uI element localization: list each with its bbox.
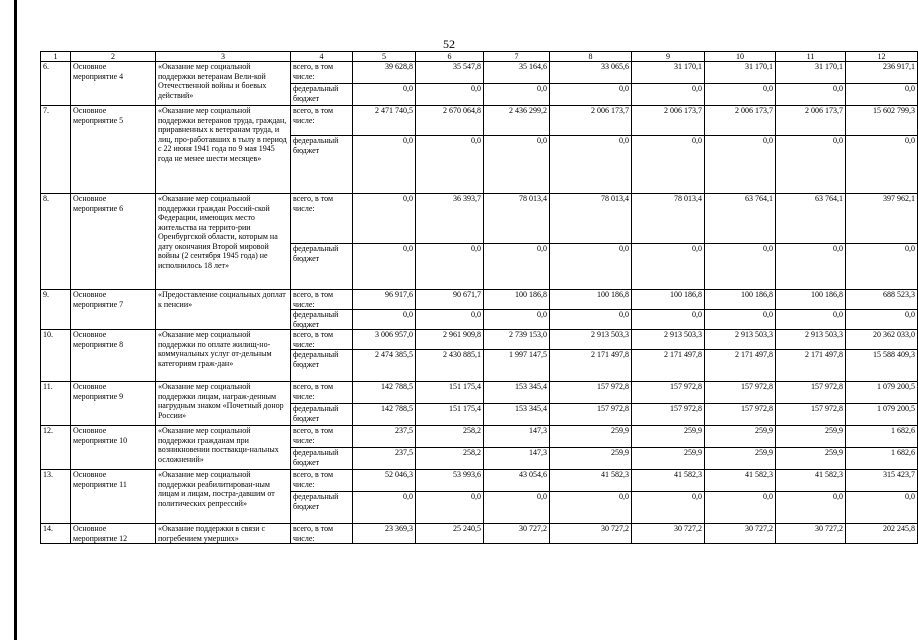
- measure-name-cell: «Предоставление социальных доплат к пенсии»: [156, 290, 291, 330]
- amount-cell: 52 046,3: [353, 470, 416, 492]
- amount-cell: 0,0: [776, 136, 846, 194]
- table-body: [41, 62, 918, 544]
- amount-cell: 43 054,6: [484, 470, 550, 492]
- table-row: [41, 194, 918, 244]
- amount-cell: 259,9: [632, 448, 705, 470]
- table-row: [41, 106, 918, 136]
- amount-cell: 41 582,3: [550, 470, 632, 492]
- amount-cell: 41 582,3: [705, 470, 776, 492]
- table-row: [41, 62, 918, 84]
- amount-cell: 259,9: [550, 448, 632, 470]
- amount-cell: 0,0: [416, 84, 484, 106]
- amount-cell: 0,0: [416, 136, 484, 194]
- amount-cell: 41 582,3: [776, 470, 846, 492]
- amount-cell: 0,0: [705, 136, 776, 194]
- measure-name-cell: «Оказание мер социальной поддержки граждан Россий-ской Федерации, имеющих место жительства на террито-рии Оренбургской области, которым на дату окончания Второй мировой войны (2 сентября 1945 года) не исполнилось 18 лет»: [156, 194, 291, 290]
- row-number-cell: 11.: [41, 382, 71, 426]
- amount-cell: 236 917,1: [846, 62, 918, 84]
- amount-cell: 33 065,6: [550, 62, 632, 84]
- amount-cell: 259,9: [705, 426, 776, 448]
- amount-cell: 259,9: [632, 426, 705, 448]
- amount-cell: 100 186,8: [776, 290, 846, 310]
- amount-cell: 157 972,8: [632, 382, 705, 404]
- amount-cell: 100 186,8: [550, 290, 632, 310]
- amount-cell: 151 175,4: [416, 382, 484, 404]
- amount-cell: 0,0: [416, 492, 484, 524]
- amount-cell: 2 961 909,8: [416, 330, 484, 350]
- amount-cell: 41 582,3: [632, 470, 705, 492]
- amount-cell: 0,0: [353, 244, 416, 290]
- amount-cell: 31 170,1: [776, 62, 846, 84]
- amount-cell: 3 006 957,0: [353, 330, 416, 350]
- amount-cell: 2 006 173,7: [705, 106, 776, 136]
- amount-cell: 0,0: [550, 310, 632, 330]
- table-row: [41, 470, 918, 492]
- left-margin-bar: [14, 0, 17, 640]
- amount-cell: 35 164,6: [484, 62, 550, 84]
- funding-source-cell: всего, в том числе:: [291, 330, 353, 350]
- amount-cell: 0,0: [705, 84, 776, 106]
- amount-cell: 0,0: [353, 136, 416, 194]
- column-number-header: 8: [550, 52, 632, 62]
- amount-cell: 259,9: [550, 426, 632, 448]
- amount-cell: 53 993,6: [416, 470, 484, 492]
- amount-cell: 0,0: [632, 492, 705, 524]
- amount-cell: 2 171 497,8: [705, 350, 776, 382]
- amount-cell: 30 727,2: [550, 524, 632, 544]
- column-number-header: 12: [846, 52, 918, 62]
- amount-cell: 78 013,4: [550, 194, 632, 244]
- amount-cell: 0,0: [776, 492, 846, 524]
- amount-cell: 2 171 497,8: [632, 350, 705, 382]
- amount-cell: 2 006 173,7: [632, 106, 705, 136]
- funding-source-cell: федеральный бюджет: [291, 136, 353, 194]
- row-number-cell: 14.: [41, 524, 71, 544]
- amount-cell: 258,2: [416, 448, 484, 470]
- amount-cell: 157 972,8: [776, 382, 846, 404]
- column-number-header: 7: [484, 52, 550, 62]
- amount-cell: 25 240,5: [416, 524, 484, 544]
- row-number-cell: 12.: [41, 426, 71, 470]
- row-number-cell: 8.: [41, 194, 71, 290]
- funding-source-cell: всего, в том числе:: [291, 290, 353, 310]
- funding-source-cell: федеральный бюджет: [291, 492, 353, 524]
- amount-cell: 0,0: [776, 244, 846, 290]
- amount-cell: 259,9: [776, 426, 846, 448]
- column-number-row: [41, 52, 918, 62]
- amount-cell: 0,0: [632, 310, 705, 330]
- measure-name-cell: «Оказание мер социальной поддержки гражданам при возникновении поствакци-нальных осложнений»: [156, 426, 291, 470]
- table-row: [41, 330, 918, 350]
- amount-cell: 15 602 799,3: [846, 106, 918, 136]
- amount-cell: 0,0: [846, 492, 918, 524]
- amount-cell: 0,0: [550, 84, 632, 106]
- amount-cell: 63 764,1: [776, 194, 846, 244]
- amount-cell: 30 727,2: [776, 524, 846, 544]
- amount-cell: 142 788,5: [353, 382, 416, 404]
- amount-cell: 0,0: [353, 310, 416, 330]
- page-number: 52: [443, 37, 455, 51]
- amount-cell: 31 170,1: [705, 62, 776, 84]
- measure-name-cell: «Оказание поддержки в связи с погребением умерших»: [156, 524, 291, 544]
- amount-cell: 1 079 200,5: [846, 404, 918, 426]
- funding-source-cell: федеральный бюджет: [291, 404, 353, 426]
- table-row: [41, 382, 918, 404]
- column-number-header: 4: [291, 52, 353, 62]
- amount-cell: 0,0: [484, 136, 550, 194]
- budget-table: [40, 51, 918, 544]
- measure-cell: Основное мероприятие 8: [71, 330, 156, 382]
- amount-cell: 0,0: [776, 84, 846, 106]
- amount-cell: 0,0: [632, 136, 705, 194]
- amount-cell: 237,5: [353, 448, 416, 470]
- amount-cell: 63 764,1: [705, 194, 776, 244]
- funding-source-cell: всего, в том числе:: [291, 194, 353, 244]
- column-number-header: 2: [71, 52, 156, 62]
- amount-cell: 0,0: [846, 136, 918, 194]
- amount-cell: 157 972,8: [632, 404, 705, 426]
- amount-cell: 0,0: [550, 136, 632, 194]
- amount-cell: 0,0: [632, 84, 705, 106]
- amount-cell: 0,0: [705, 492, 776, 524]
- amount-cell: 0,0: [484, 244, 550, 290]
- amount-cell: 2 471 740,5: [353, 106, 416, 136]
- amount-cell: 259,9: [705, 448, 776, 470]
- amount-cell: 147,3: [484, 426, 550, 448]
- row-number-cell: 9.: [41, 290, 71, 330]
- amount-cell: 39 628,8: [353, 62, 416, 84]
- amount-cell: 36 393,7: [416, 194, 484, 244]
- amount-cell: 20 362 033,0: [846, 330, 918, 350]
- amount-cell: 688 523,3: [846, 290, 918, 310]
- amount-cell: 0,0: [846, 310, 918, 330]
- column-number-header: 5: [353, 52, 416, 62]
- amount-cell: 0,0: [353, 84, 416, 106]
- row-number-cell: 7.: [41, 106, 71, 194]
- funding-source-cell: федеральный бюджет: [291, 84, 353, 106]
- amount-cell: 0,0: [705, 310, 776, 330]
- amount-cell: 142 788,5: [353, 404, 416, 426]
- amount-cell: 2 430 885,1: [416, 350, 484, 382]
- amount-cell: 202 245,8: [846, 524, 918, 544]
- column-number-header: 6: [416, 52, 484, 62]
- amount-cell: 397 962,1: [846, 194, 918, 244]
- amount-cell: 0,0: [484, 310, 550, 330]
- amount-cell: 2 913 503,3: [550, 330, 632, 350]
- amount-cell: 0,0: [846, 244, 918, 290]
- amount-cell: 1 997 147,5: [484, 350, 550, 382]
- measure-name-cell: «Оказание мер социальной поддержки по оплате жилищ-но-коммунальных услуг от-дельным категориям граж-дан»: [156, 330, 291, 382]
- amount-cell: 2 171 497,8: [550, 350, 632, 382]
- measure-cell: Основное мероприятие 6: [71, 194, 156, 290]
- amount-cell: 315 423,7: [846, 470, 918, 492]
- amount-cell: 153 345,4: [484, 404, 550, 426]
- amount-cell: 259,9: [776, 448, 846, 470]
- amount-cell: 2 913 503,3: [705, 330, 776, 350]
- amount-cell: 0,0: [705, 244, 776, 290]
- column-number-header: 9: [632, 52, 705, 62]
- amount-cell: 0,0: [550, 244, 632, 290]
- amount-cell: 78 013,4: [484, 194, 550, 244]
- amount-cell: 15 588 409,3: [846, 350, 918, 382]
- amount-cell: 147,3: [484, 448, 550, 470]
- amount-cell: 30 727,2: [632, 524, 705, 544]
- amount-cell: 0,0: [484, 84, 550, 106]
- amount-cell: 100 186,8: [705, 290, 776, 310]
- amount-cell: 0,0: [353, 194, 416, 244]
- amount-cell: 0,0: [416, 310, 484, 330]
- amount-cell: 2 670 064,8: [416, 106, 484, 136]
- amount-cell: 2 006 173,7: [776, 106, 846, 136]
- amount-cell: 0,0: [416, 244, 484, 290]
- amount-cell: 23 369,3: [353, 524, 416, 544]
- amount-cell: 100 186,8: [484, 290, 550, 310]
- funding-source-cell: всего, в том числе:: [291, 470, 353, 492]
- amount-cell: 30 727,2: [484, 524, 550, 544]
- amount-cell: 0,0: [353, 492, 416, 524]
- measure-cell: Основное мероприятие 4: [71, 62, 156, 106]
- amount-cell: 31 170,1: [632, 62, 705, 84]
- column-number-header: 3: [156, 52, 291, 62]
- table-row: [41, 426, 918, 448]
- measure-name-cell: «Оказание мер социальной поддержки ветеранов труда, граждан, приравненных к ветеранам труда, и лиц, про-работавших в тылу в период с 22 июня 1941 года по 9 мая 1945 года не менее шести месяцев»: [156, 106, 291, 194]
- funding-source-cell: всего, в том числе:: [291, 524, 353, 544]
- amount-cell: 78 013,4: [632, 194, 705, 244]
- funding-source-cell: всего, в том числе:: [291, 62, 353, 84]
- amount-cell: 2 474 385,5: [353, 350, 416, 382]
- column-number-header: 11: [776, 52, 846, 62]
- column-number-header: 10: [705, 52, 776, 62]
- amount-cell: 0,0: [632, 244, 705, 290]
- amount-cell: 0,0: [550, 492, 632, 524]
- funding-source-cell: всего, в том числе:: [291, 106, 353, 136]
- funding-source-cell: всего, в том числе:: [291, 426, 353, 448]
- amount-cell: 35 547,8: [416, 62, 484, 84]
- amount-cell: 100 186,8: [632, 290, 705, 310]
- amount-cell: 2 913 503,3: [776, 330, 846, 350]
- amount-cell: 0,0: [846, 84, 918, 106]
- amount-cell: 157 972,8: [550, 382, 632, 404]
- amount-cell: 2 739 153,0: [484, 330, 550, 350]
- column-number-header: 1: [41, 52, 71, 62]
- measure-cell: Основное мероприятие 5: [71, 106, 156, 194]
- measure-cell: Основное мероприятие 11: [71, 470, 156, 524]
- measure-cell: Основное мероприятие 7: [71, 290, 156, 330]
- measure-name-cell: «Оказание мер социальной поддержки ветеранам Вели-кой Отечественной войны и боевых действий»: [156, 62, 291, 106]
- funding-source-cell: федеральный бюджет: [291, 310, 353, 330]
- funding-source-cell: федеральный бюджет: [291, 244, 353, 290]
- amount-cell: 157 972,8: [776, 404, 846, 426]
- amount-cell: 1 682,6: [846, 448, 918, 470]
- amount-cell: 157 972,8: [550, 404, 632, 426]
- amount-cell: 30 727,2: [705, 524, 776, 544]
- amount-cell: 1 682,6: [846, 426, 918, 448]
- amount-cell: 258,2: [416, 426, 484, 448]
- amount-cell: 237,5: [353, 426, 416, 448]
- row-number-cell: 13.: [41, 470, 71, 524]
- measure-cell: Основное мероприятие 12: [71, 524, 156, 544]
- row-number-cell: 6.: [41, 62, 71, 106]
- amount-cell: 90 671,7: [416, 290, 484, 310]
- amount-cell: 153 345,4: [484, 382, 550, 404]
- measure-name-cell: «Оказание мер социальной поддержки лицам, награж-денным нагрудным знаком «Почетный донор России»: [156, 382, 291, 426]
- row-number-cell: 10.: [41, 330, 71, 382]
- funding-source-cell: федеральный бюджет: [291, 448, 353, 470]
- amount-cell: 2 171 497,8: [776, 350, 846, 382]
- amount-cell: 151 175,4: [416, 404, 484, 426]
- funding-source-cell: федеральный бюджет: [291, 350, 353, 382]
- amount-cell: 0,0: [484, 492, 550, 524]
- amount-cell: 157 972,8: [705, 404, 776, 426]
- amount-cell: 0,0: [776, 310, 846, 330]
- measure-name-cell: «Оказание мер социальной поддержки реабилитирован-ным лицам и лицам, постра-давшим от политических репрессий»: [156, 470, 291, 524]
- amount-cell: 2 436 299,2: [484, 106, 550, 136]
- amount-cell: 2 006 173,7: [550, 106, 632, 136]
- table-row: [41, 524, 918, 544]
- measure-cell: Основное мероприятие 10: [71, 426, 156, 470]
- measure-cell: Основное мероприятие 9: [71, 382, 156, 426]
- amount-cell: 2 913 503,3: [632, 330, 705, 350]
- amount-cell: 157 972,8: [705, 382, 776, 404]
- amount-cell: 1 079 200,5: [846, 382, 918, 404]
- table-row: [41, 290, 918, 310]
- funding-source-cell: всего, в том числе:: [291, 382, 353, 404]
- amount-cell: 96 917,6: [353, 290, 416, 310]
